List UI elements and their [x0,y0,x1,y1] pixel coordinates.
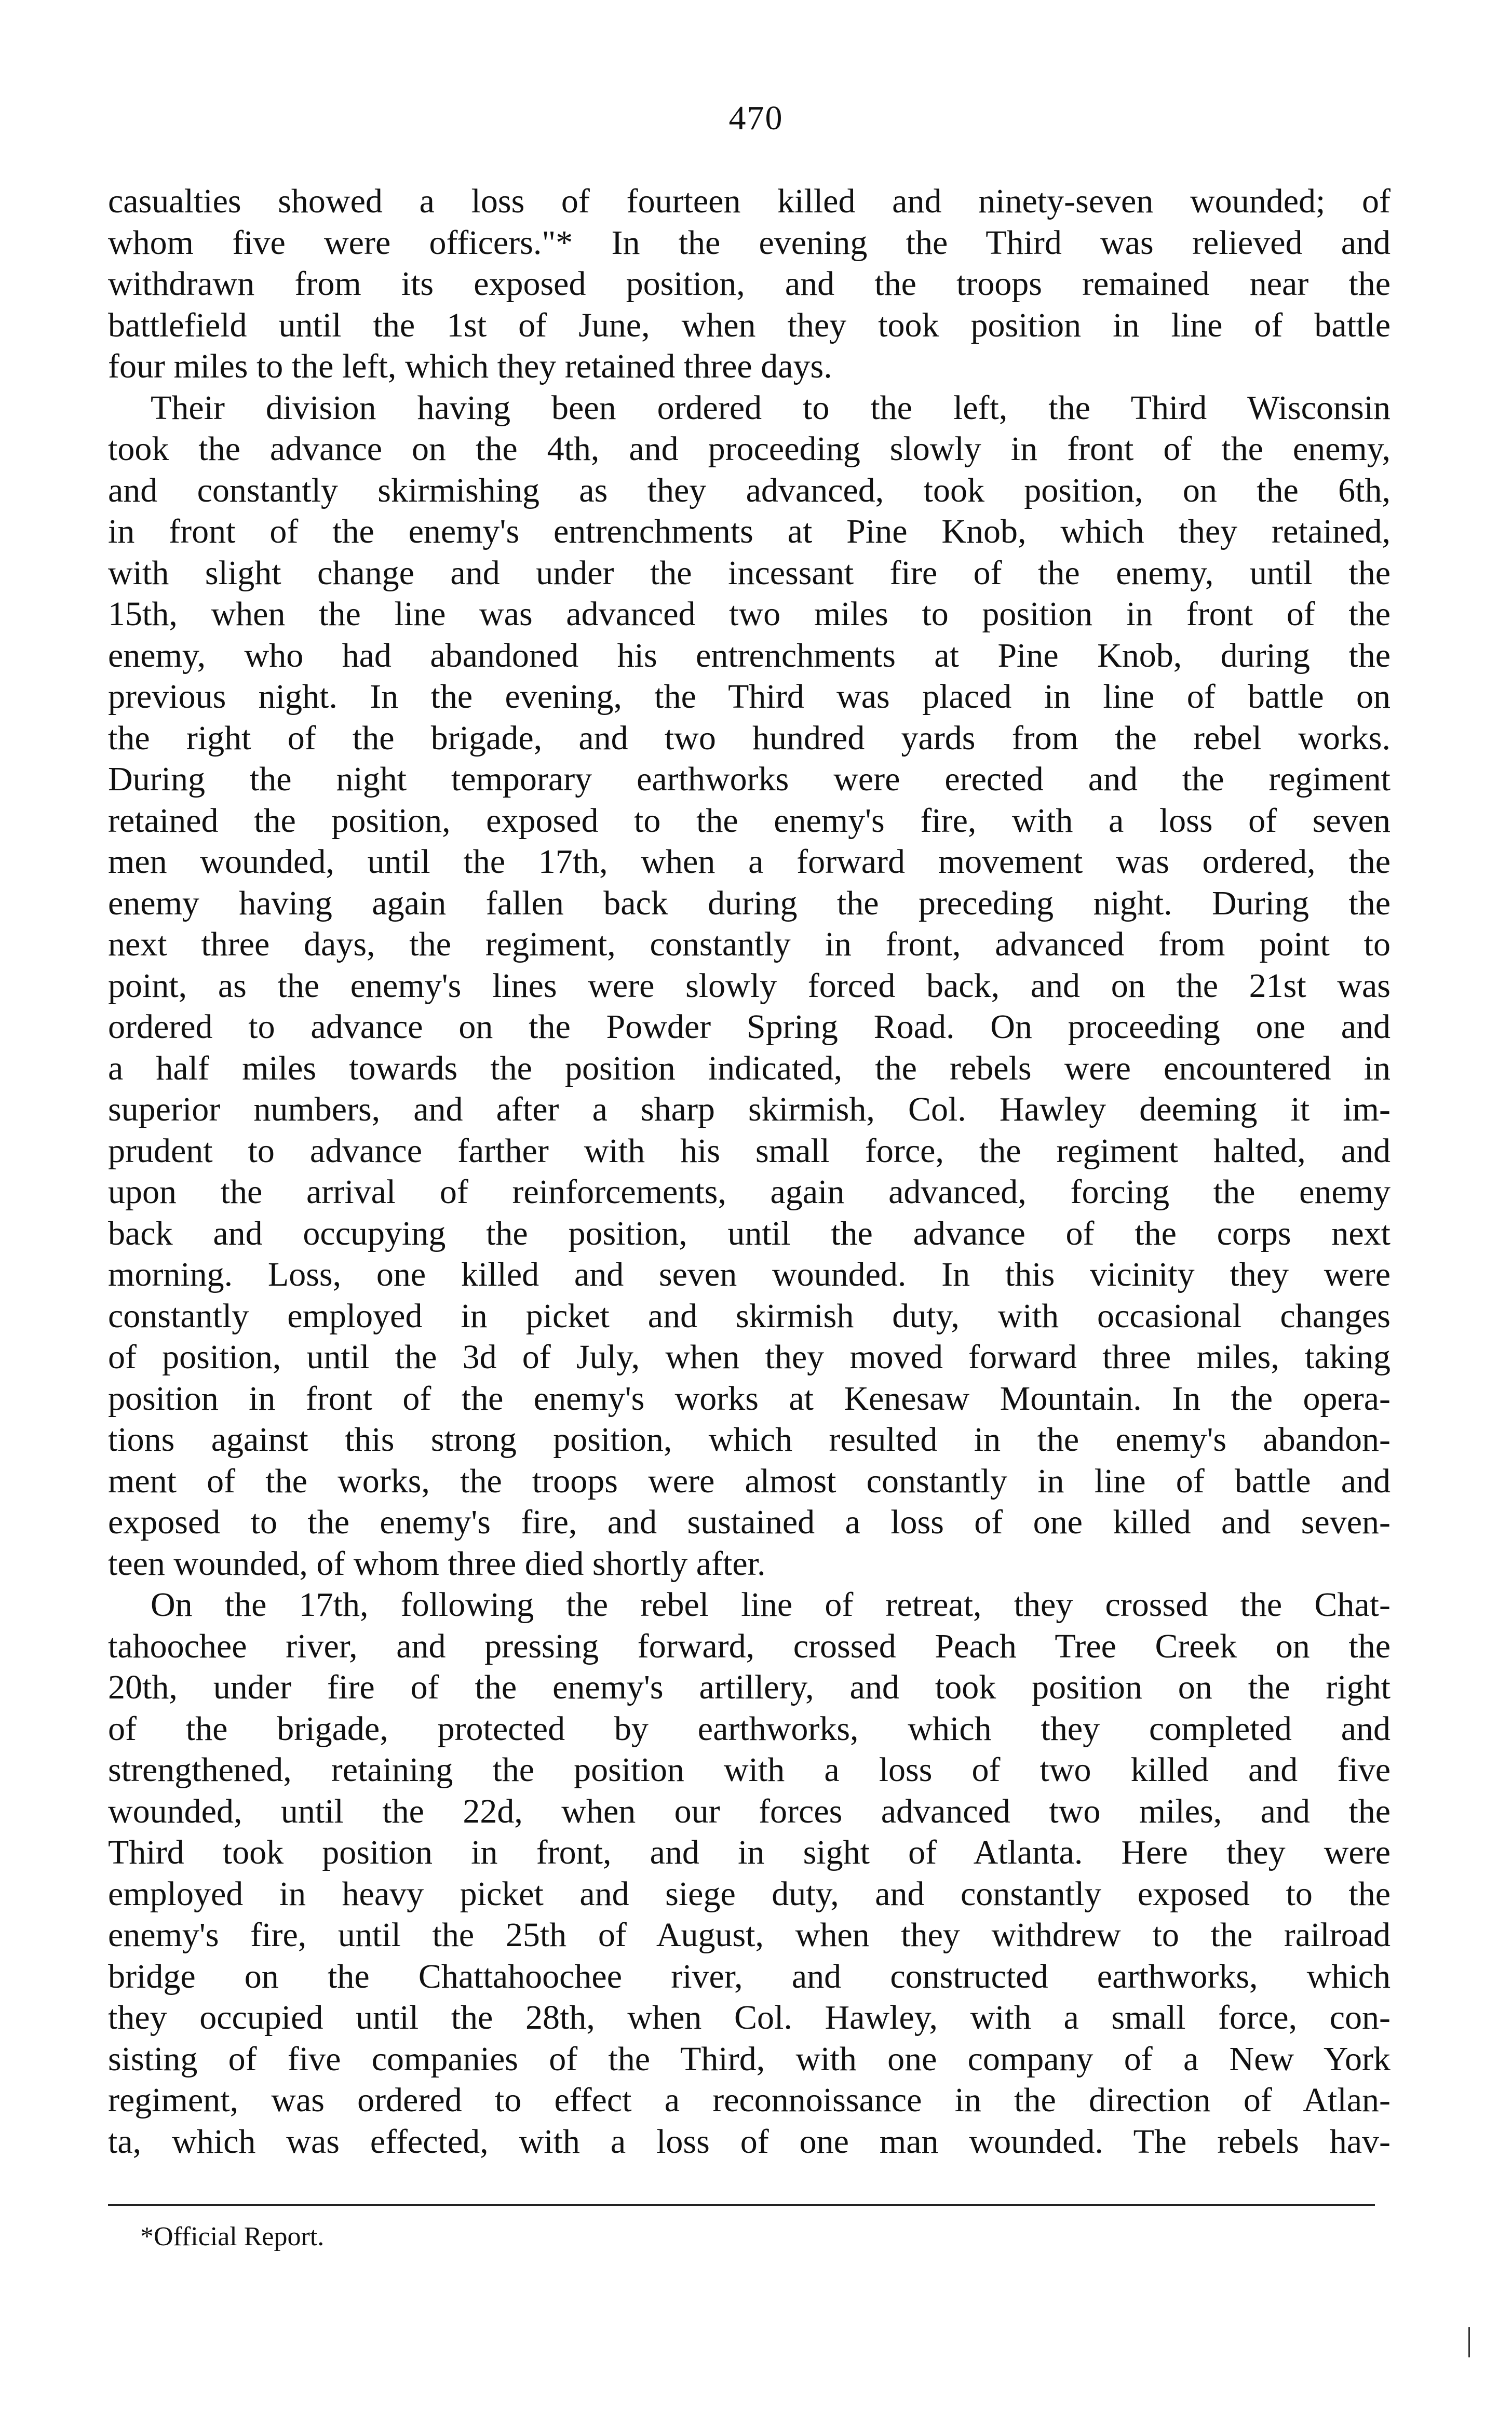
paragraph [108,387,1391,1585]
text-line: withdrawn from its exposed position, and the troops remained near the [108,265,1391,303]
text-line: teen wounded, of whom three died shortly after. [108,1544,766,1583]
text-line: ment of the works, the troops were almost constantly in line of battle and [108,1462,1391,1500]
text-line: employed in heavy picket and siege duty, and constantly exposed to the [108,1874,1391,1913]
text-line: ordered to advance on the Powder Spring Road. On proceeding one and [108,1008,1391,1046]
text-line: enemy, who had abandoned his entrenchments at Pine Knob, during the [108,636,1391,675]
text-line: a half miles towards the position indicated, the rebels were encountered in [108,1049,1391,1087]
text-line: regiment, was ordered to effect a reconnoissance in the direction of Atlan- [108,2081,1391,2119]
text-line: casualties showed a loss of fourteen killed and ninety-seven wounded; of [108,182,1391,220]
page-number: 470 [728,99,784,137]
footnote-divider [108,2204,1375,2206]
text-line: men wounded, until the 17th, when a forward movement was ordered, the [108,843,1391,881]
text-line: the right of the brigade, and two hundred yards from the rebel works. [108,719,1391,757]
text-line: and constantly skirmishing as they advanced, took position, on the 6th, [108,471,1391,509]
body-text [108,181,1391,2162]
text-line: of position, until the 3d of July, when they moved forward three miles, taking [108,1338,1391,1376]
footnote: *Official Report. [140,2222,325,2251]
text-line: tahoochee river, and pressing forward, crossed Peach Tree Creek on the [108,1627,1391,1665]
text-line: 15th, when the line was advanced two miles to position in front of the [108,595,1391,633]
text-line: wounded, until the 22d, when our forces advanced two miles, and the [108,1792,1391,1830]
text-line: Their division having been ordered to the left, the Third Wisconsin [151,388,1391,427]
text-line: upon the arrival of reinforcements, again advanced, forcing the enemy [108,1173,1391,1211]
text-line: in front of the enemy's entrenchments at Pine Knob, which they retained, [108,512,1391,550]
text-line: sisting of five companies of the Third, with one company of a New York [108,2040,1391,2078]
text-line: four miles to the left, which they retained three days. [108,347,832,385]
text-line: with slight change and under the incessant fire of the enemy, until the [108,554,1391,592]
text-line: took the advance on the 4th, and proceeding slowly in front of the enemy, [108,430,1391,468]
text-line: exposed to the enemy's fire, and sustained a loss of one killed and seven- [108,1503,1391,1541]
text-line: 20th, under fire of the enemy's artillery, and took position on the right [108,1668,1391,1706]
text-line: morning. Loss, one killed and seven wounded. In this vicinity they were [108,1256,1391,1293]
text-line: bridge on the Chattahoochee river, and constructed earthworks, which [108,1957,1391,1995]
text-line: retained the position, exposed to the enemy's fire, with a loss of seven [108,801,1391,840]
text-line: strengthened, retaining the position with a loss of two killed and five [108,1751,1391,1789]
text-line: constantly employed in picket and skirmish duty, with occasional changes [108,1297,1391,1335]
text-line: ta, which was effected, with a loss of one man wounded. The rebels hav- [108,2122,1391,2161]
text-line: back and occupying the position, until the advance of the corps next [108,1214,1391,1252]
text-line: point, as the enemy's lines were slowly forced back, and on the 21st was [108,966,1391,1005]
paragraph [108,181,1391,387]
text-line: previous night. In the evening, the Third was placed in line of battle on [108,678,1391,716]
text-line: whom five were officers."* In the evening the Third was relieved and [108,223,1391,262]
scan-edge-mark [1468,2327,1470,2357]
text-line: battlefield until the 1st of June, when they took position in line of battle [108,306,1391,344]
text-line: prudent to advance farther with his small force, the regiment halted, and [108,1131,1391,1170]
paragraph [108,1584,1391,2162]
text-line: next three days, the regiment, constantly in front, advanced from point to [108,925,1391,963]
text-line: they occupied until the 28th, when Col. Hawley, with a small force, con- [108,1999,1391,2036]
text-line: enemy's fire, until the 25th of August, when they withdrew to the railroad [108,1916,1391,1954]
text-line: position in front of the enemy's works at Kenesaw Mountain. In the opera- [108,1379,1391,1418]
text-line: Third took position in front, and in sight of Atlanta. Here they were [108,1833,1391,1871]
text-line: of the brigade, protected by earthworks, which they completed and [108,1709,1391,1748]
text-line: During the night temporary earthworks were erected and the regiment [108,760,1391,798]
text-line: enemy having again fallen back during the preceding night. During the [108,884,1391,922]
text-line: On the 17th, following the rebel line of retreat, they crossed the Chat- [151,1586,1391,1624]
text-line: tions against this strong position, which resulted in the enemy's abandon- [108,1421,1391,1459]
text-line: superior numbers, and after a sharp skirmish, Col. Hawley deeming it im- [108,1090,1391,1128]
